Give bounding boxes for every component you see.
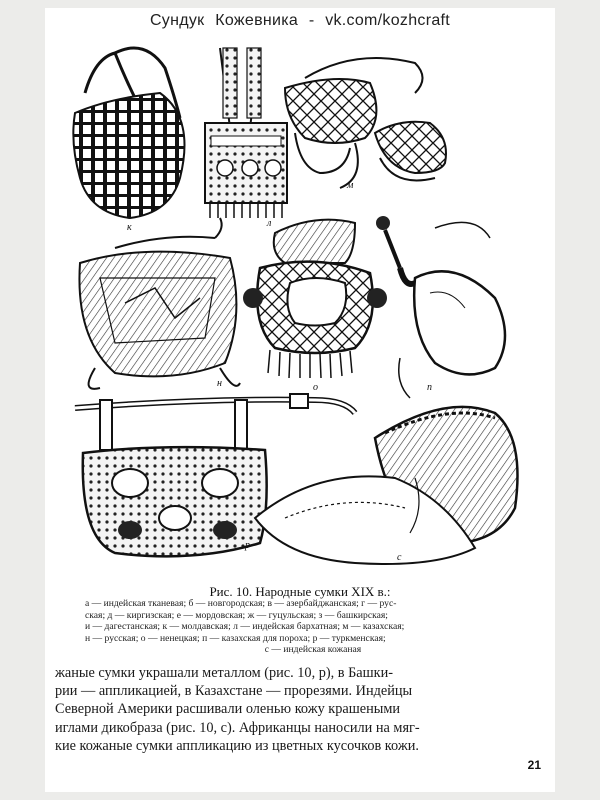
legend-line: а — индейская тканевая; б — новгородская; в — азербайджанская; г — рус- [85,598,397,609]
figure-letter-m: м [347,180,354,191]
book-page [45,8,555,792]
legend-line: н — русская; о — ненецкая; п — казахская для пороха; р — туркменская; [85,632,386,644]
figure-letter-p: п [427,382,432,393]
figure-letter-k: к [127,222,132,233]
body-paragraph [55,664,541,755]
bag-p-illustration [376,216,505,398]
figure-letter-s: с [397,552,402,563]
body-line: кие кожаные сумки аппликацию из цветных кусочков кожи. [55,737,419,754]
legend-line: и — дагестанская; к — молдавская; л — индейская бархатная; м — казахская; [85,621,405,633]
figure-letter-n: н [217,378,222,389]
page-number: 21 [527,758,541,772]
legend-line: ская; д — киргизская; е — мордовская; ж — гуцульская; з — башкирская; [85,609,388,621]
bag-o-illustration [243,220,387,378]
bags-illustration [55,38,545,578]
bag-l-illustration [205,48,287,218]
figure-caption-title: Рис. 10. Народные сумки XIX в.: [209,584,391,599]
bag-m-illustration [285,58,446,188]
bag-k-illustration [73,48,184,218]
legend-line: с — индейская кожаная [264,644,362,656]
figure-letter-l: л [267,218,272,229]
body-line: Северной Америки расшивали оленью кожу крашеными [55,701,401,718]
figure-letter-o: о [313,382,318,393]
body-line: рии — аппликацией, в Казахстане — прорезями. Индейцы [55,683,413,700]
body-line: иглами дикобраза (рис. 10, с). Африканцы наносили на мяг- [55,719,420,736]
watermark-header: Сундук Кожевника - vk.com/kozhcraft [149,12,451,29]
figure-legend [85,598,541,656]
bag-s-illustration [255,407,518,564]
bag-n-illustration [79,218,240,389]
body-line: жаные сумки украшали металлом (рис. 10, р), в Башки- [55,665,394,681]
figure-plate [55,38,545,578]
figure-letter-r: р [245,540,250,551]
